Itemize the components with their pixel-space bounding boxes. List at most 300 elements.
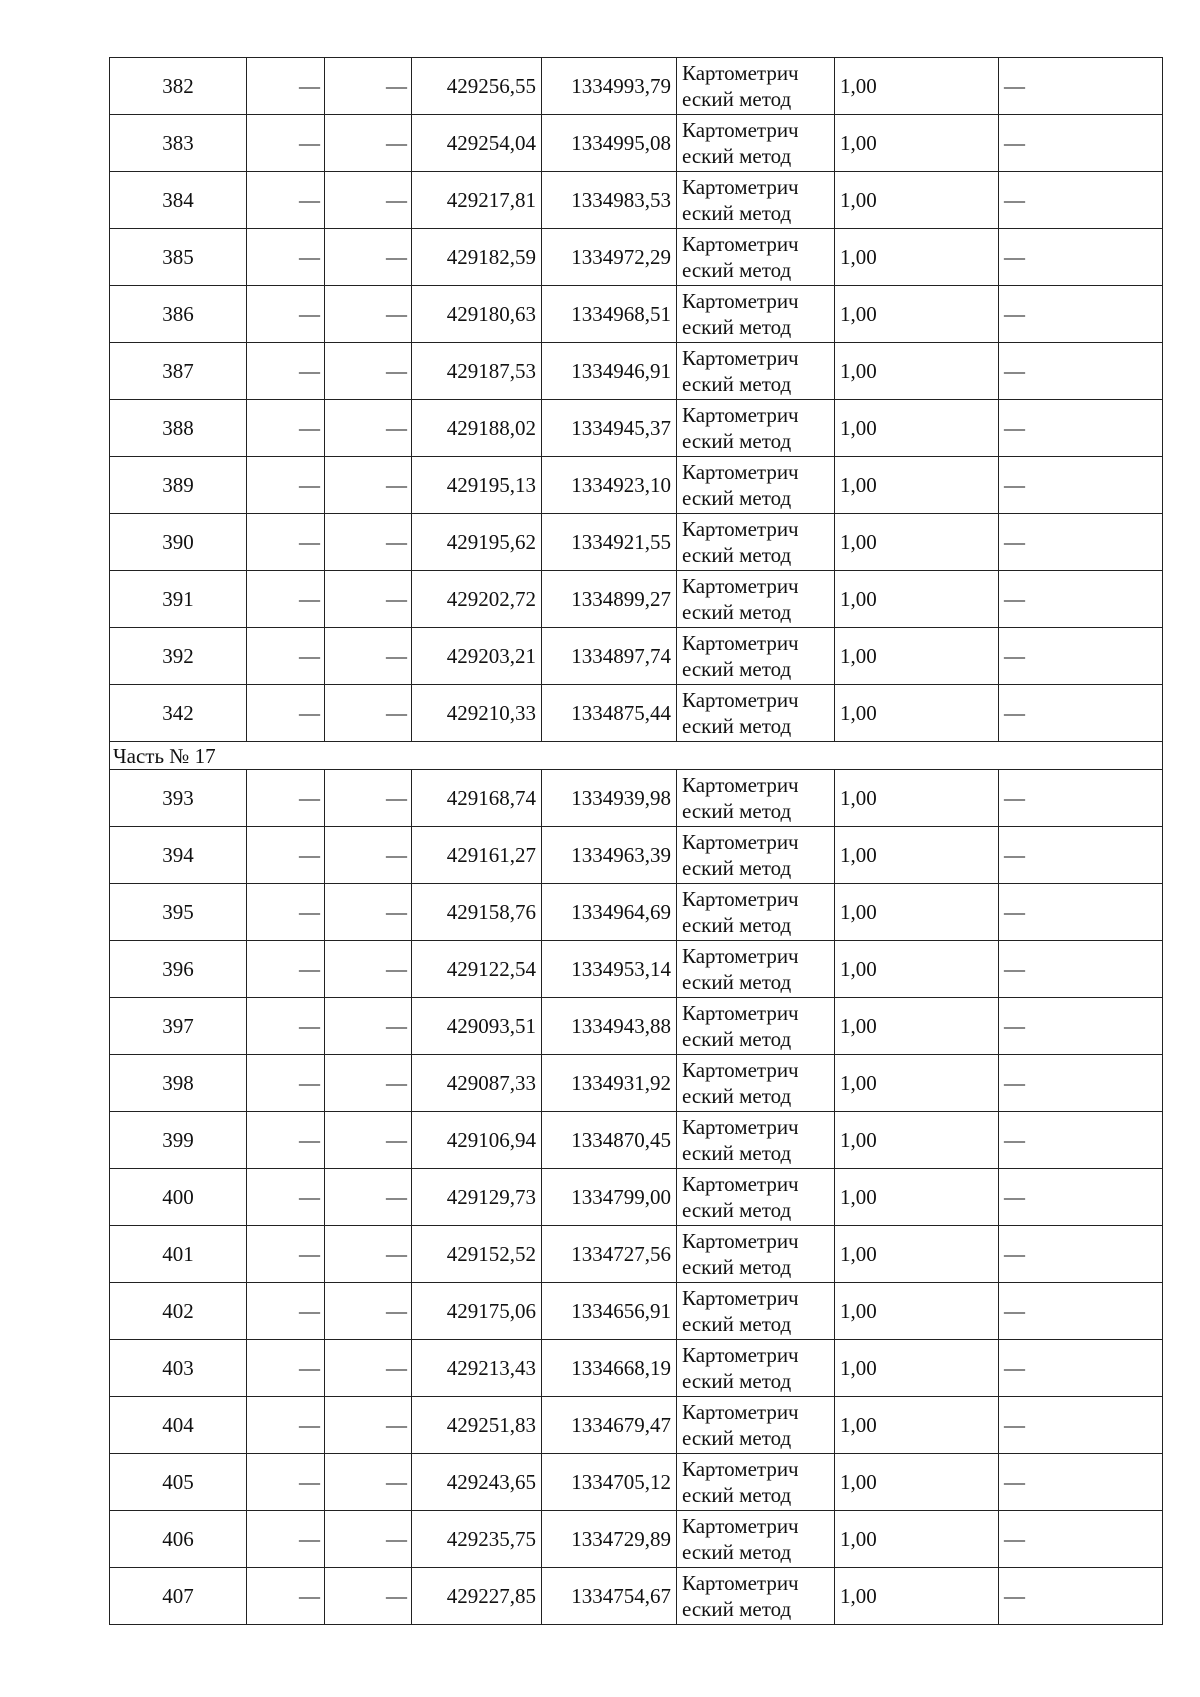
method-cell xyxy=(677,941,835,998)
method-line-1: Картометрич xyxy=(682,688,799,712)
section-header-row xyxy=(110,742,1163,770)
dash-cell: — xyxy=(247,1112,325,1169)
point-number-cell: 401 xyxy=(110,1226,247,1283)
method-line-2: еский метод xyxy=(682,1369,792,1393)
method-line-1: Картометрич xyxy=(682,346,799,370)
accuracy-cell: 1,00 xyxy=(835,685,999,742)
dash-cell: — xyxy=(999,1568,1163,1625)
table-row xyxy=(110,400,1163,457)
dash-cell: — xyxy=(325,514,412,571)
x-coordinate-cell: 429187,53 xyxy=(412,343,542,400)
y-coordinate-cell: 1334870,45 xyxy=(542,1112,677,1169)
x-coordinate-cell: 429129,73 xyxy=(412,1169,542,1226)
dash-cell: — xyxy=(999,1226,1163,1283)
table-row xyxy=(110,1511,1163,1568)
method-line-1: Картометрич xyxy=(682,1400,799,1424)
point-number-cell: 398 xyxy=(110,1055,247,1112)
method-line-1: Картометрич xyxy=(682,517,799,541)
x-coordinate-cell: 429243,65 xyxy=(412,1454,542,1511)
dash-cell: — xyxy=(247,1169,325,1226)
x-coordinate-cell: 429202,72 xyxy=(412,571,542,628)
accuracy-cell: 1,00 xyxy=(835,1283,999,1340)
dash-cell: — xyxy=(247,941,325,998)
accuracy-cell: 1,00 xyxy=(835,1055,999,1112)
x-coordinate-cell: 429251,83 xyxy=(412,1397,542,1454)
table-row xyxy=(110,115,1163,172)
method-line-2: еский метод xyxy=(682,1426,792,1450)
method-line-2: еский метод xyxy=(682,1540,792,1564)
dash-cell: — xyxy=(325,457,412,514)
dash-cell: — xyxy=(999,998,1163,1055)
x-coordinate-cell: 429195,62 xyxy=(412,514,542,571)
dash-cell: — xyxy=(999,827,1163,884)
accuracy-cell: 1,00 xyxy=(835,286,999,343)
table-row xyxy=(110,514,1163,571)
table-row xyxy=(110,172,1163,229)
method-line-1: Картометрич xyxy=(682,1172,799,1196)
dash-cell: — xyxy=(999,1283,1163,1340)
point-number-cell: 396 xyxy=(110,941,247,998)
point-number-cell: 391 xyxy=(110,571,247,628)
dash-cell: — xyxy=(247,1055,325,1112)
point-number-cell: 389 xyxy=(110,457,247,514)
table-row xyxy=(110,1112,1163,1169)
table-row xyxy=(110,343,1163,400)
table-row xyxy=(110,628,1163,685)
method-cell xyxy=(677,884,835,941)
dash-cell: — xyxy=(999,1340,1163,1397)
method-line-1: Картометрич xyxy=(682,1343,799,1367)
accuracy-cell: 1,00 xyxy=(835,115,999,172)
method-line-1: Картометрич xyxy=(682,1457,799,1481)
method-line-1: Картометрич xyxy=(682,61,799,85)
coordinates-table xyxy=(109,57,1163,1625)
y-coordinate-cell: 1334995,08 xyxy=(542,115,677,172)
table-row xyxy=(110,457,1163,514)
method-line-2: еский метод xyxy=(682,201,792,225)
x-coordinate-cell: 429235,75 xyxy=(412,1511,542,1568)
dash-cell: — xyxy=(325,343,412,400)
y-coordinate-cell: 1334963,39 xyxy=(542,827,677,884)
y-coordinate-cell: 1334754,67 xyxy=(542,1568,677,1625)
accuracy-cell: 1,00 xyxy=(835,827,999,884)
method-line-1: Картометрич xyxy=(682,1229,799,1253)
dash-cell: — xyxy=(999,58,1163,115)
method-cell xyxy=(677,1055,835,1112)
dash-cell: — xyxy=(325,685,412,742)
y-coordinate-cell: 1334668,19 xyxy=(542,1340,677,1397)
method-line-1: Картометрич xyxy=(682,944,799,968)
method-line-1: Картометрич xyxy=(682,403,799,427)
method-line-2: еский метод xyxy=(682,1255,792,1279)
accuracy-cell: 1,00 xyxy=(835,229,999,286)
method-line-1: Картометрич xyxy=(682,460,799,484)
method-cell xyxy=(677,685,835,742)
point-number-cell: 386 xyxy=(110,286,247,343)
table-row xyxy=(110,571,1163,628)
point-number-cell: 397 xyxy=(110,998,247,1055)
accuracy-cell: 1,00 xyxy=(835,1340,999,1397)
table-row xyxy=(110,1055,1163,1112)
dash-cell: — xyxy=(247,229,325,286)
method-cell xyxy=(677,571,835,628)
accuracy-cell: 1,00 xyxy=(835,998,999,1055)
x-coordinate-cell: 429203,21 xyxy=(412,628,542,685)
x-coordinate-cell: 429227,85 xyxy=(412,1568,542,1625)
dash-cell: — xyxy=(325,229,412,286)
x-coordinate-cell: 429256,55 xyxy=(412,58,542,115)
dash-cell: — xyxy=(999,571,1163,628)
dash-cell: — xyxy=(325,115,412,172)
table-row xyxy=(110,998,1163,1055)
y-coordinate-cell: 1334727,56 xyxy=(542,1226,677,1283)
accuracy-cell: 1,00 xyxy=(835,941,999,998)
dash-cell: — xyxy=(999,1055,1163,1112)
method-cell xyxy=(677,58,835,115)
method-line-2: еский метод xyxy=(682,1597,792,1621)
dash-cell: — xyxy=(325,827,412,884)
y-coordinate-cell: 1334679,47 xyxy=(542,1397,677,1454)
table-row xyxy=(110,827,1163,884)
method-line-2: еский метод xyxy=(682,1141,792,1165)
x-coordinate-cell: 429106,94 xyxy=(412,1112,542,1169)
dash-cell: — xyxy=(247,1568,325,1625)
method-line-1: Картометрич xyxy=(682,118,799,142)
method-line-1: Картометрич xyxy=(682,175,799,199)
method-cell xyxy=(677,998,835,1055)
y-coordinate-cell: 1334953,14 xyxy=(542,941,677,998)
method-cell xyxy=(677,1568,835,1625)
accuracy-cell: 1,00 xyxy=(835,884,999,941)
x-coordinate-cell: 429210,33 xyxy=(412,685,542,742)
dash-cell: — xyxy=(999,685,1163,742)
dash-cell: — xyxy=(325,172,412,229)
table-body xyxy=(110,58,1163,1625)
method-line-2: еский метод xyxy=(682,657,792,681)
dash-cell: — xyxy=(325,58,412,115)
point-number-cell: 402 xyxy=(110,1283,247,1340)
x-coordinate-cell: 429168,74 xyxy=(412,770,542,827)
method-line-2: еский метод xyxy=(682,1198,792,1222)
accuracy-cell: 1,00 xyxy=(835,1226,999,1283)
method-line-1: Картометрич xyxy=(682,1514,799,1538)
point-number-cell: 342 xyxy=(110,685,247,742)
dash-cell: — xyxy=(325,1454,412,1511)
point-number-cell: 406 xyxy=(110,1511,247,1568)
accuracy-cell: 1,00 xyxy=(835,58,999,115)
method-line-1: Картометрич xyxy=(682,1115,799,1139)
dash-cell: — xyxy=(999,1397,1163,1454)
point-number-cell: 387 xyxy=(110,343,247,400)
y-coordinate-cell: 1334964,69 xyxy=(542,884,677,941)
y-coordinate-cell: 1334983,53 xyxy=(542,172,677,229)
dash-cell: — xyxy=(247,286,325,343)
method-line-2: еский метод xyxy=(682,913,792,937)
y-coordinate-cell: 1334939,98 xyxy=(542,770,677,827)
dash-cell: — xyxy=(247,1454,325,1511)
x-coordinate-cell: 429182,59 xyxy=(412,229,542,286)
dash-cell: — xyxy=(247,628,325,685)
x-coordinate-cell: 429188,02 xyxy=(412,400,542,457)
y-coordinate-cell: 1334923,10 xyxy=(542,457,677,514)
dash-cell: — xyxy=(325,770,412,827)
y-coordinate-cell: 1334799,00 xyxy=(542,1169,677,1226)
point-number-cell: 388 xyxy=(110,400,247,457)
y-coordinate-cell: 1334943,88 xyxy=(542,998,677,1055)
dash-cell: — xyxy=(999,941,1163,998)
method-cell xyxy=(677,343,835,400)
x-coordinate-cell: 429254,04 xyxy=(412,115,542,172)
dash-cell: — xyxy=(325,1112,412,1169)
method-cell xyxy=(677,1283,835,1340)
method-line-1: Картометрич xyxy=(682,887,799,911)
dash-cell: — xyxy=(247,571,325,628)
dash-cell: — xyxy=(999,229,1163,286)
dash-cell: — xyxy=(325,998,412,1055)
point-number-cell: 390 xyxy=(110,514,247,571)
dash-cell: — xyxy=(999,884,1163,941)
x-coordinate-cell: 429152,52 xyxy=(412,1226,542,1283)
method-cell xyxy=(677,172,835,229)
dash-cell: — xyxy=(247,1340,325,1397)
method-line-2: еский метод xyxy=(682,315,792,339)
y-coordinate-cell: 1334972,29 xyxy=(542,229,677,286)
method-line-2: еский метод xyxy=(682,258,792,282)
table-row xyxy=(110,1169,1163,1226)
x-coordinate-cell: 429093,51 xyxy=(412,998,542,1055)
table-row xyxy=(110,58,1163,115)
point-number-cell: 385 xyxy=(110,229,247,286)
accuracy-cell: 1,00 xyxy=(835,571,999,628)
dash-cell: — xyxy=(247,1283,325,1340)
method-line-2: еский метод xyxy=(682,970,792,994)
point-number-cell: 407 xyxy=(110,1568,247,1625)
method-line-1: Картометрич xyxy=(682,232,799,256)
table-row xyxy=(110,1397,1163,1454)
method-cell xyxy=(677,827,835,884)
point-number-cell: 392 xyxy=(110,628,247,685)
method-line-2: еский метод xyxy=(682,1084,792,1108)
dash-cell: — xyxy=(999,457,1163,514)
dash-cell: — xyxy=(247,172,325,229)
method-cell xyxy=(677,286,835,343)
dash-cell: — xyxy=(247,514,325,571)
dash-cell: — xyxy=(247,1511,325,1568)
accuracy-cell: 1,00 xyxy=(835,400,999,457)
method-line-2: еский метод xyxy=(682,87,792,111)
point-number-cell: 394 xyxy=(110,827,247,884)
method-line-1: Картометрич xyxy=(682,1286,799,1310)
point-number-cell: 400 xyxy=(110,1169,247,1226)
dash-cell: — xyxy=(247,1226,325,1283)
dash-cell: — xyxy=(325,1283,412,1340)
method-cell xyxy=(677,1226,835,1283)
dash-cell: — xyxy=(325,1169,412,1226)
method-line-1: Картометрич xyxy=(682,1001,799,1025)
dash-cell: — xyxy=(999,115,1163,172)
dash-cell: — xyxy=(325,286,412,343)
method-cell xyxy=(677,457,835,514)
method-cell xyxy=(677,1454,835,1511)
method-cell xyxy=(677,1397,835,1454)
method-line-2: еский метод xyxy=(682,543,792,567)
dash-cell: — xyxy=(325,1511,412,1568)
method-line-2: еский метод xyxy=(682,799,792,823)
dash-cell: — xyxy=(999,628,1163,685)
point-number-cell: 403 xyxy=(110,1340,247,1397)
table-row xyxy=(110,1226,1163,1283)
dash-cell: — xyxy=(247,115,325,172)
dash-cell: — xyxy=(999,1511,1163,1568)
method-cell xyxy=(677,1340,835,1397)
point-number-cell: 384 xyxy=(110,172,247,229)
y-coordinate-cell: 1334729,89 xyxy=(542,1511,677,1568)
accuracy-cell: 1,00 xyxy=(835,514,999,571)
point-number-cell: 404 xyxy=(110,1397,247,1454)
table-row xyxy=(110,884,1163,941)
method-cell xyxy=(677,400,835,457)
method-line-2: еский метод xyxy=(682,486,792,510)
dash-cell: — xyxy=(325,1397,412,1454)
point-number-cell: 405 xyxy=(110,1454,247,1511)
point-number-cell: 395 xyxy=(110,884,247,941)
method-line-1: Картометрич xyxy=(682,1058,799,1082)
x-coordinate-cell: 429213,43 xyxy=(412,1340,542,1397)
dash-cell: — xyxy=(247,400,325,457)
dash-cell: — xyxy=(247,827,325,884)
dash-cell: — xyxy=(325,1055,412,1112)
point-number-cell: 382 xyxy=(110,58,247,115)
dash-cell: — xyxy=(999,400,1163,457)
method-cell xyxy=(677,1112,835,1169)
dash-cell: — xyxy=(247,1397,325,1454)
method-line-1: Картометрич xyxy=(682,773,799,797)
method-line-1: Картометрич xyxy=(682,574,799,598)
dash-cell: — xyxy=(999,1454,1163,1511)
dash-cell: — xyxy=(325,941,412,998)
dash-cell: — xyxy=(999,770,1163,827)
table-row xyxy=(110,229,1163,286)
x-coordinate-cell: 429158,76 xyxy=(412,884,542,941)
method-line-2: еский метод xyxy=(682,1483,792,1507)
table-row xyxy=(110,1283,1163,1340)
method-line-2: еский метод xyxy=(682,856,792,880)
method-line-1: Картометрич xyxy=(682,289,799,313)
method-line-2: еский метод xyxy=(682,144,792,168)
table-row xyxy=(110,685,1163,742)
accuracy-cell: 1,00 xyxy=(835,1397,999,1454)
method-line-2: еский метод xyxy=(682,1312,792,1336)
x-coordinate-cell: 429122,54 xyxy=(412,941,542,998)
dash-cell: — xyxy=(247,58,325,115)
accuracy-cell: 1,00 xyxy=(835,1568,999,1625)
y-coordinate-cell: 1334656,91 xyxy=(542,1283,677,1340)
dash-cell: — xyxy=(325,1226,412,1283)
accuracy-cell: 1,00 xyxy=(835,628,999,685)
method-cell xyxy=(677,229,835,286)
point-number-cell: 383 xyxy=(110,115,247,172)
method-line-2: еский метод xyxy=(682,429,792,453)
table-row xyxy=(110,286,1163,343)
dash-cell: — xyxy=(247,770,325,827)
dash-cell: — xyxy=(325,628,412,685)
y-coordinate-cell: 1334875,44 xyxy=(542,685,677,742)
point-number-cell: 399 xyxy=(110,1112,247,1169)
point-number-cell: 393 xyxy=(110,770,247,827)
dash-cell: — xyxy=(247,343,325,400)
accuracy-cell: 1,00 xyxy=(835,1511,999,1568)
method-cell xyxy=(677,115,835,172)
method-cell xyxy=(677,1511,835,1568)
table-row xyxy=(110,1454,1163,1511)
method-cell xyxy=(677,1169,835,1226)
dash-cell: — xyxy=(325,400,412,457)
accuracy-cell: 1,00 xyxy=(835,343,999,400)
dash-cell: — xyxy=(999,343,1163,400)
method-cell xyxy=(677,514,835,571)
method-line-2: еский метод xyxy=(682,1027,792,1051)
method-cell xyxy=(677,770,835,827)
dash-cell: — xyxy=(999,1169,1163,1226)
method-line-1: Картометрич xyxy=(682,631,799,655)
x-coordinate-cell: 429175,06 xyxy=(412,1283,542,1340)
x-coordinate-cell: 429217,81 xyxy=(412,172,542,229)
dash-cell: — xyxy=(325,884,412,941)
dash-cell: — xyxy=(999,1112,1163,1169)
y-coordinate-cell: 1334968,51 xyxy=(542,286,677,343)
dash-cell: — xyxy=(247,685,325,742)
method-line-2: еский метод xyxy=(682,714,792,738)
accuracy-cell: 1,00 xyxy=(835,1112,999,1169)
y-coordinate-cell: 1334921,55 xyxy=(542,514,677,571)
table-row xyxy=(110,941,1163,998)
accuracy-cell: 1,00 xyxy=(835,770,999,827)
section-label: Часть № 17 xyxy=(110,742,1163,770)
dash-cell: — xyxy=(247,884,325,941)
dash-cell: — xyxy=(999,172,1163,229)
accuracy-cell: 1,00 xyxy=(835,1454,999,1511)
dash-cell: — xyxy=(247,457,325,514)
y-coordinate-cell: 1334946,91 xyxy=(542,343,677,400)
y-coordinate-cell: 1334993,79 xyxy=(542,58,677,115)
y-coordinate-cell: 1334945,37 xyxy=(542,400,677,457)
dash-cell: — xyxy=(325,571,412,628)
table-row xyxy=(110,1568,1163,1625)
dash-cell: — xyxy=(325,1568,412,1625)
dash-cell: — xyxy=(999,514,1163,571)
x-coordinate-cell: 429195,13 xyxy=(412,457,542,514)
dash-cell: — xyxy=(325,1340,412,1397)
y-coordinate-cell: 1334705,12 xyxy=(542,1454,677,1511)
x-coordinate-cell: 429161,27 xyxy=(412,827,542,884)
x-coordinate-cell: 429180,63 xyxy=(412,286,542,343)
y-coordinate-cell: 1334899,27 xyxy=(542,571,677,628)
y-coordinate-cell: 1334931,92 xyxy=(542,1055,677,1112)
x-coordinate-cell: 429087,33 xyxy=(412,1055,542,1112)
table-row xyxy=(110,770,1163,827)
accuracy-cell: 1,00 xyxy=(835,457,999,514)
y-coordinate-cell: 1334897,74 xyxy=(542,628,677,685)
method-line-1: Картометрич xyxy=(682,1571,799,1595)
method-cell xyxy=(677,628,835,685)
method-line-1: Картометрич xyxy=(682,830,799,854)
accuracy-cell: 1,00 xyxy=(835,1169,999,1226)
accuracy-cell: 1,00 xyxy=(835,172,999,229)
method-line-2: еский метод xyxy=(682,600,792,624)
dash-cell: — xyxy=(247,998,325,1055)
method-line-2: еский метод xyxy=(682,372,792,396)
dash-cell: — xyxy=(999,286,1163,343)
